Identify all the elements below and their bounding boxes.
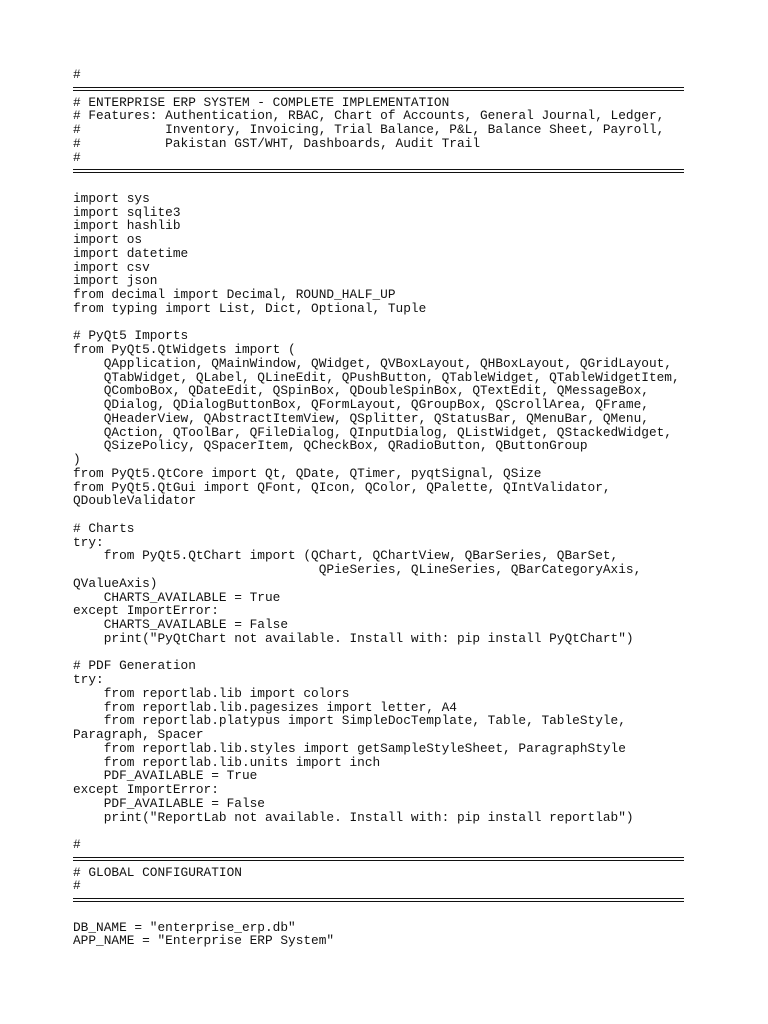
code-line: except ImportError: (73, 603, 219, 619)
code-line: from reportlab.lib import colors (73, 685, 350, 701)
code-line: DB_NAME = "enterprise_erp.db" (73, 919, 296, 935)
code-line: # PyQt5 Imports (73, 328, 189, 344)
code-line: QAction, QToolBar, QFileDialog, QInputDialog, QListWidget, QStackedWidget, (73, 424, 672, 440)
code-line: import sqlite3 (73, 204, 181, 220)
section-rule (73, 82, 713, 96)
code-line: # (73, 878, 81, 894)
code-line: except ImportError: (73, 782, 219, 797)
code-line: from PyQt5.QtCore import Qt, QDate, QTimer, pyqtSignal, QSize (73, 465, 542, 481)
code-line (73, 907, 713, 921)
code-line: import sys (73, 190, 150, 206)
code-line (73, 824, 713, 838)
code-line: PDF_AVAILABLE = False (73, 795, 265, 811)
code-line: # (73, 67, 81, 82)
code-line: import datetime (73, 245, 189, 261)
code-line: Paragraph, Spacer (73, 727, 204, 742)
code-line: # Features: Authentication, RBAC, Chart of Accounts, General Journal, Ledger, (73, 108, 665, 124)
code-line: # Inventory, Invoicing, Trial Balance, P&L, Balance Sheet, Payroll, (73, 122, 665, 137)
code-line: CHARTS_AVAILABLE = False (73, 617, 289, 632)
section-rule (73, 852, 713, 866)
code-line: from decimal import Decimal, ROUND_HALF_UP (73, 287, 396, 302)
code-line: QComboBox, QDateEdit, QSpinBox, QDoubleSpinBox, QTextEdit, QMessageBox, (73, 383, 649, 399)
code-document (73, 68, 713, 948)
code-line: PDF_AVAILABLE = True (73, 768, 258, 784)
code-line: print("PyQtChart not available. Install with: pip install PyQtChart") (73, 630, 634, 646)
code-line: from reportlab.lib.units import inch (73, 754, 381, 770)
code-line: # GLOBAL CONFIGURATION (73, 864, 242, 880)
code-line: from reportlab.lib.pagesizes import letter, A4 (73, 699, 457, 715)
code-line: # PDF Generation (73, 658, 196, 674)
code-line: import csv (73, 259, 150, 275)
code-line: try: (73, 534, 104, 550)
code-line: from typing import List, Dict, Optional, Tuple (73, 300, 427, 316)
code-line: print("ReportLab not available. Install with: pip install reportlab") (73, 809, 634, 825)
section-rule (73, 164, 713, 178)
code-line: # Pakistan GST/WHT, Dashboards, Audit Trail (73, 135, 481, 151)
code-line: import hashlib (73, 218, 181, 234)
code-line (73, 316, 713, 330)
code-line: APP_NAME = "Enterprise ERP System" (73, 933, 335, 949)
code-line (73, 646, 713, 660)
code-line: from reportlab.lib.styles import getSampleStyleSheet, ParagraphStyle (73, 740, 626, 756)
code-line: QDoubleValidator (73, 493, 196, 509)
code-line: # Charts (73, 520, 135, 536)
code-line: from PyQt5.QtGui import QFont, QIcon, QColor, QPalette, QIntValidator, (73, 479, 611, 495)
code-line: QApplication, QMainWindow, QWidget, QVBoxLayout, QHBoxLayout, QGridLayout, (73, 355, 672, 371)
code-line: from PyQt5.QtChart import (QChart, QChartView, QBarSeries, QBarSet, (73, 548, 619, 564)
code-line: QPieSeries, QLineSeries, QBarCategoryAxis, (73, 562, 642, 577)
code-line: # ENTERPRISE ERP SYSTEM - COMPLETE IMPLEMENTATION (73, 94, 450, 110)
code-line: QSizePolicy, QSpacerItem, QCheckBox, QRadioButton, QButtonGroup (73, 438, 588, 454)
code-line: ) (73, 452, 81, 467)
code-line (73, 508, 713, 522)
code-line: QDialog, QDialogButtonBox, QFormLayout, QGroupBox, QScrollArea, QFrame, (73, 397, 649, 412)
code-line: # (73, 149, 81, 165)
code-line: try: (73, 672, 104, 687)
code-line: QHeaderView, QAbstractItemView, QSplitter, QStatusBar, QMenuBar, QMenu, (73, 410, 649, 426)
code-line: from reportlab.platypus import SimpleDocTemplate, Table, TableStyle, (73, 713, 626, 729)
code-line: import os (73, 232, 143, 247)
code-line: CHARTS_AVAILABLE = True (73, 589, 281, 605)
code-line: # (73, 837, 81, 852)
section-rule (73, 893, 713, 907)
code-line: from PyQt5.QtWidgets import ( (73, 342, 296, 357)
code-line: import json (73, 273, 158, 289)
code-line (73, 178, 713, 192)
code-line: QValueAxis) (73, 575, 158, 591)
code-line: QTabWidget, QLabel, QLineEdit, QPushButton, QTableWidget, QTableWidgetItem, (73, 369, 680, 385)
